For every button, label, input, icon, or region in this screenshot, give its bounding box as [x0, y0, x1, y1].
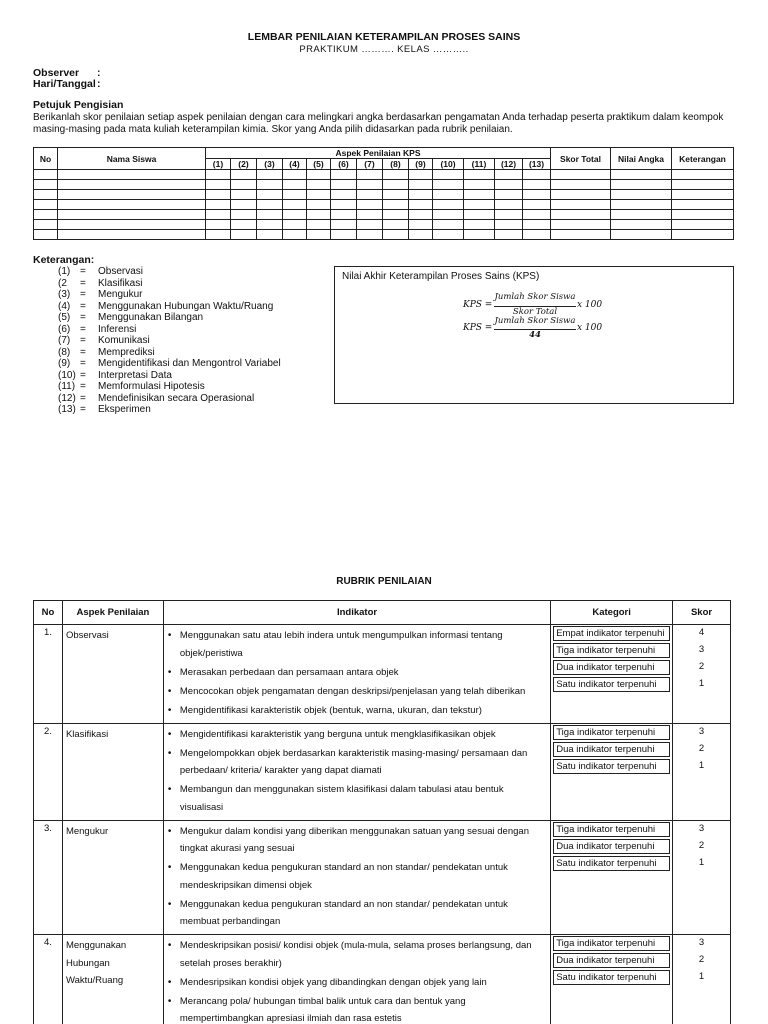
indikator-item: • Merasakan perbedaan dan persamaan antara objek: [167, 664, 547, 682]
aspek-col-header: (10): [433, 159, 464, 170]
table-cell[interactable]: [409, 230, 433, 240]
table-cell[interactable]: [383, 190, 409, 200]
rubrik-skor: [673, 820, 731, 935]
aspek-col-header: (7): [357, 159, 383, 170]
rubrik-col-aspek: Aspek Penilaian: [62, 601, 163, 625]
indikator-item: • Mengelompokkan objek berdasarkan karakteristik masing-masing/ persamaan dan perbedaan/ kriteria/ karakter yang dapat diamati: [167, 745, 547, 780]
table-cell[interactable]: [551, 210, 611, 220]
rubrik-aspek: Mengukur: [62, 820, 163, 935]
table-cell[interactable]: [231, 180, 257, 190]
table-cell[interactable]: [495, 200, 523, 210]
table-row: [34, 220, 734, 230]
keterangan-eq: =: [80, 300, 86, 312]
table-cell[interactable]: [523, 180, 551, 190]
keterangan-item: [58, 358, 281, 370]
keterangan-item: [58, 393, 281, 405]
table-cell[interactable]: [464, 210, 495, 220]
rubrik-no: 2.: [34, 723, 63, 820]
table-cell[interactable]: [357, 190, 383, 200]
rubrik-no: 3.: [34, 820, 63, 935]
keterangan-label: Eksperimen: [98, 404, 151, 415]
kategori-item: Tiga indikator terpenuhi: [553, 822, 670, 837]
table-cell[interactable]: [523, 200, 551, 210]
table-cell[interactable]: [331, 170, 357, 180]
formula-lhs-2: KPS =: [463, 323, 493, 333]
skor-value: 2: [698, 742, 705, 754]
keterangan-item: [58, 278, 281, 290]
table-cell[interactable]: [331, 230, 357, 240]
col-skor-total: Skor Total: [551, 148, 611, 170]
table-cell[interactable]: [433, 220, 464, 230]
table-cell[interactable]: [495, 210, 523, 220]
table-cell[interactable]: [672, 220, 734, 230]
aspek-col-header: (11): [464, 159, 495, 170]
indikator-item: • Mengukur dalam kondisi yang diberikan menggunakan satuan yang sesuai dengan tingkat akurasi yang sesuai: [167, 823, 547, 858]
table-cell[interactable]: [495, 170, 523, 180]
keterangan-eq: =: [80, 312, 86, 323]
col-nama-siswa: Nama Siswa: [58, 148, 206, 170]
skor-value: 1: [698, 678, 705, 689]
table-cell[interactable]: [58, 200, 206, 210]
date-field: [33, 78, 101, 90]
petunjuk-text: Berikanlah skor penilaian setiap aspek penilaian dengan cara melingkari angka berdasarkan pengamatan Anda terhadap peserta praktikum dalam keompok masing-masing pada mata kuliah keterampilan kimia. Skor yang Anda pilih didasarkan pada rubrik penilaian.: [33, 112, 724, 135]
table-cell[interactable]: [331, 180, 357, 190]
table-cell[interactable]: [283, 180, 307, 190]
kategori-item: Dua indikator terpenuhi: [553, 742, 670, 757]
keterangan-item: [58, 324, 281, 336]
table-cell[interactable]: [611, 190, 672, 200]
keterangan-item: [58, 266, 281, 278]
keterangan-eq: =: [80, 266, 86, 277]
skor-value: 4: [698, 627, 705, 638]
keterangan-item: [58, 289, 281, 301]
table-cell[interactable]: [409, 190, 433, 200]
table-cell[interactable]: [331, 190, 357, 200]
skor-value: 3: [698, 937, 705, 948]
table-cell[interactable]: [206, 220, 231, 230]
table-cell[interactable]: [34, 210, 58, 220]
table-cell[interactable]: [357, 220, 383, 230]
table-cell[interactable]: [672, 230, 734, 240]
table-cell[interactable]: [672, 200, 734, 210]
aspek-col-header: (4): [283, 159, 307, 170]
indikator-item: • Menggunakan kedua pengukuran standard an non standar/ pendekatan untuk mendeskripsikan dimensi objek: [167, 859, 547, 894]
keterangan-item: [58, 381, 281, 393]
table-cell[interactable]: [283, 210, 307, 220]
table-cell[interactable]: [357, 170, 383, 180]
table-cell[interactable]: [611, 230, 672, 240]
table-cell[interactable]: [464, 230, 495, 240]
table-cell[interactable]: [206, 180, 231, 190]
formula-title: Nilai Akhir Keterampilan Proses Sains (KPS): [342, 271, 540, 282]
formula-times-2: x 100: [577, 323, 603, 333]
table-cell[interactable]: [611, 180, 672, 190]
table-cell[interactable]: [58, 230, 206, 240]
table-cell[interactable]: [257, 230, 283, 240]
table-row: [34, 230, 734, 240]
skor-value: 3: [698, 644, 705, 655]
keterangan-label: Menggunakan Hubungan Waktu/Ruang: [98, 300, 274, 312]
table-cell[interactable]: [383, 180, 409, 190]
indikator-item: • Menggunakan satu atau lebih indera untuk mengumpulkan informasi tentang objek/peristiwa: [167, 627, 547, 662]
kategori-item: Dua indikator terpenuhi: [553, 660, 670, 675]
col-keterangan: Keterangan: [672, 148, 734, 170]
skor-value: 3: [698, 725, 705, 737]
table-row: [34, 200, 734, 210]
observer-separator: :: [97, 67, 101, 79]
table-cell[interactable]: [206, 210, 231, 220]
table-cell[interactable]: [34, 230, 58, 240]
table-cell[interactable]: [357, 200, 383, 210]
keterangan-heading: Keterangan:: [33, 254, 95, 266]
kategori-item: Empat indikator terpenuhi: [553, 626, 670, 641]
keterangan-num: (13): [58, 404, 76, 415]
table-cell[interactable]: [551, 190, 611, 200]
table-cell[interactable]: [611, 210, 672, 220]
table-cell[interactable]: [383, 210, 409, 220]
table-cell[interactable]: [58, 220, 206, 230]
table-cell[interactable]: [231, 170, 257, 180]
document-subtitle: PRAKTIKUM ………. KELAS ………..: [299, 44, 469, 55]
table-cell[interactable]: [523, 190, 551, 200]
table-cell[interactable]: [58, 210, 206, 220]
rubrik-skor: [673, 935, 731, 1024]
keterangan-label: Memprediksi: [98, 346, 155, 358]
date-label: Hari/Tanggal: [33, 78, 96, 90]
rubrik-col-indikator: Indikator: [163, 601, 550, 625]
table-cell[interactable]: [206, 230, 231, 240]
keterangan-num: (5): [58, 312, 71, 323]
table-cell[interactable]: [34, 180, 58, 190]
rubrik-aspek: Menggunakan Hubungan Waktu/Ruang: [62, 935, 163, 1024]
keterangan-label: Observasi: [98, 266, 144, 277]
table-row: [34, 180, 734, 190]
rubrik-row: [34, 723, 731, 820]
table-cell[interactable]: [551, 170, 611, 180]
table-cell[interactable]: [611, 170, 672, 180]
table-cell[interactable]: [257, 220, 283, 230]
keterangan-list: [58, 266, 281, 416]
table-cell[interactable]: [409, 210, 433, 220]
keterangan-eq: =: [80, 277, 86, 289]
table-cell[interactable]: [357, 230, 383, 240]
keterangan-num: (2: [58, 277, 67, 289]
skor-value: 1: [698, 759, 705, 771]
indikator-item: • Menggunakan kedua pengukuran standard an non standar/ pendekatan untuk membuat perbandingan: [167, 896, 547, 931]
aspek-col-header: (6): [331, 159, 357, 170]
table-cell[interactable]: [383, 170, 409, 180]
keterangan-label: Mengukur: [98, 289, 143, 300]
table-cell[interactable]: [34, 170, 58, 180]
table-cell[interactable]: [231, 220, 257, 230]
table-cell[interactable]: [231, 210, 257, 220]
keterangan-num: (12): [58, 392, 76, 404]
table-row: [34, 170, 734, 180]
formula-denominator-1: Skor Total: [512, 307, 558, 317]
indikator-item: • Mendeskripsikan posisi/ kondisi objek (mula-mula, selama proses berlangsung, dan setelah proses berakhir): [167, 937, 547, 972]
keterangan-num: (7): [58, 335, 71, 346]
col-aspek-kps: Aspek Penilaian KPS: [206, 148, 551, 159]
table-cell[interactable]: [433, 230, 464, 240]
table-cell[interactable]: [34, 220, 58, 230]
aspek-col-header: (3): [257, 159, 283, 170]
table-cell[interactable]: [257, 200, 283, 210]
rubrik-indikator: [163, 820, 550, 935]
rubrik-indikator: [163, 935, 550, 1024]
rubrik-title: RUBRIK PENILAIAN: [336, 576, 432, 587]
rubrik-kategori: [551, 723, 673, 820]
keterangan-item: [58, 335, 281, 347]
keterangan-eq: =: [80, 289, 86, 300]
date-separator: :: [97, 78, 101, 90]
skor-value: 3: [698, 822, 705, 834]
table-cell[interactable]: [383, 200, 409, 210]
table-cell[interactable]: [672, 180, 734, 190]
table-cell[interactable]: [523, 230, 551, 240]
kategori-item: Dua indikator terpenuhi: [553, 839, 670, 854]
kategori-item: Satu indikator terpenuhi: [553, 677, 670, 692]
table-cell[interactable]: [409, 220, 433, 230]
document-title: LEMBAR PENILAIAN KETERAMPILAN PROSES SAINS: [247, 31, 521, 43]
table-cell[interactable]: [58, 180, 206, 190]
col-no: No: [34, 148, 58, 170]
table-cell[interactable]: [433, 210, 464, 220]
skor-value: 2: [698, 839, 705, 851]
table-cell[interactable]: [331, 220, 357, 230]
table-cell[interactable]: [231, 200, 257, 210]
keterangan-item: [58, 347, 281, 359]
formula-numerator-1: Jumlah Skor Siswa: [494, 292, 576, 302]
keterangan-num: (6): [58, 323, 71, 335]
rubrik-kategori: [551, 820, 673, 935]
table-cell[interactable]: [551, 200, 611, 210]
table-cell[interactable]: [464, 190, 495, 200]
indikator-item: • Mendesripsikan kondisi objek yang dibandingkan dengan objek yang lain: [167, 974, 547, 992]
rubrik-table: [33, 600, 731, 1024]
table-cell[interactable]: [357, 180, 383, 190]
keterangan-item: [58, 312, 281, 324]
rubrik-kategori: [551, 935, 673, 1024]
rubrik-row: [34, 820, 731, 935]
aspek-col-header: (12): [495, 159, 523, 170]
table-cell[interactable]: [206, 200, 231, 210]
table-cell[interactable]: [307, 230, 331, 240]
table-row: [34, 210, 734, 220]
table-cell[interactable]: [331, 200, 357, 210]
keterangan-eq: =: [80, 369, 86, 381]
table-cell[interactable]: [523, 170, 551, 180]
skor-value: 2: [698, 661, 705, 672]
table-cell[interactable]: [495, 190, 523, 200]
table-cell[interactable]: [331, 210, 357, 220]
table-cell[interactable]: [206, 170, 231, 180]
table-cell[interactable]: [672, 210, 734, 220]
kategori-item: Satu indikator terpenuhi: [553, 759, 670, 774]
table-cell[interactable]: [611, 220, 672, 230]
keterangan-num: (11): [58, 381, 76, 392]
keterangan-label: Menggunakan Bilangan: [98, 312, 204, 323]
table-cell[interactable]: [257, 210, 283, 220]
rubrik-aspek: Klasifikasi: [62, 723, 163, 820]
keterangan-eq: =: [80, 381, 86, 392]
rubrik-no: 1.: [34, 625, 63, 724]
keterangan-eq: =: [80, 335, 86, 346]
aspek-col-header: (5): [307, 159, 331, 170]
rubrik-skor: [673, 723, 731, 820]
table-cell[interactable]: [307, 200, 331, 210]
keterangan-label: Mendefinisikan secara Operasional: [98, 392, 255, 404]
table-cell[interactable]: [58, 190, 206, 200]
table-cell[interactable]: [433, 200, 464, 210]
indikator-item: • Merancang pola/ hubungan timbal balik untuk cara dan bentuk yang mempertimbangkan apresiasi ilmiah dan rasa estetis: [167, 993, 547, 1024]
table-cell[interactable]: [383, 220, 409, 230]
table-cell[interactable]: [495, 180, 523, 190]
rubrik-indikator: [163, 723, 550, 820]
table-cell[interactable]: [433, 170, 464, 180]
keterangan-eq: =: [80, 404, 86, 415]
rubrik-col-no: No: [34, 601, 63, 625]
kategori-item: Tiga indikator terpenuhi: [553, 725, 670, 740]
table-cell[interactable]: [34, 200, 58, 210]
table-cell[interactable]: [58, 170, 206, 180]
table-cell[interactable]: [307, 220, 331, 230]
table-cell[interactable]: [231, 190, 257, 200]
table-cell[interactable]: [206, 190, 231, 200]
rubrik-kategori: [551, 625, 673, 724]
rubrik-col-kategori: Kategori: [551, 601, 673, 625]
keterangan-eq: =: [80, 358, 86, 369]
rubrik-no: 4.: [34, 935, 63, 1024]
skor-value: 1: [698, 971, 705, 982]
table-cell[interactable]: [257, 180, 283, 190]
table-cell[interactable]: [551, 180, 611, 190]
formula-numerator-2: Jumlah Skor Siswa: [494, 316, 576, 326]
aspek-col-header: (1): [206, 159, 231, 170]
table-cell[interactable]: [551, 230, 611, 240]
table-cell[interactable]: [551, 220, 611, 230]
table-cell[interactable]: [464, 220, 495, 230]
table-cell[interactable]: [283, 200, 307, 210]
table-cell[interactable]: [611, 200, 672, 210]
table-cell[interactable]: [307, 190, 331, 200]
indikator-item: • Mengidentifikasi karakteristik yang berguna untuk mengklasifikasikan objek: [167, 726, 547, 744]
indikator-item: • Mencocokan objek pengamatan dengan deskripsi/penjelasan yang telah diberikan: [167, 683, 547, 701]
kategori-item: Satu indikator terpenuhi: [553, 970, 670, 985]
skor-value: 2: [698, 954, 705, 965]
table-cell[interactable]: [257, 170, 283, 180]
table-cell[interactable]: [464, 170, 495, 180]
keterangan-label: Komunikasi: [98, 335, 150, 346]
score-table: [33, 147, 734, 240]
table-cell[interactable]: [433, 180, 464, 190]
kategori-item: Satu indikator terpenuhi: [553, 856, 670, 871]
table-cell[interactable]: [495, 230, 523, 240]
table-cell[interactable]: [357, 210, 383, 220]
aspek-col-header: (9): [409, 159, 433, 170]
formula-times-1: x 100: [577, 300, 603, 310]
keterangan-eq: =: [80, 346, 86, 358]
keterangan-label: Mengidentifikasi dan Mengontrol Variabel: [98, 358, 281, 369]
table-cell[interactable]: [307, 170, 331, 180]
table-cell[interactable]: [672, 170, 734, 180]
keterangan-item: [58, 370, 281, 382]
table-cell[interactable]: [283, 190, 307, 200]
table-cell[interactable]: [495, 220, 523, 230]
kategori-item: Dua indikator terpenuhi: [553, 953, 670, 968]
keterangan-item: [58, 404, 281, 416]
indikator-item: • Membangun dan menggunakan sistem klasifikasi dalam tabulasi atau bentuk visualisasi: [167, 781, 547, 816]
rubrik-row: [34, 935, 731, 1024]
table-cell[interactable]: [231, 230, 257, 240]
rubrik-aspek: Observasi: [62, 625, 163, 724]
table-cell[interactable]: [257, 190, 283, 200]
table-row: [34, 190, 734, 200]
keterangan-label: Klasifikasi: [98, 277, 143, 289]
keterangan-label: Inferensi: [98, 323, 137, 335]
keterangan-num: (9): [58, 358, 71, 369]
table-cell[interactable]: [409, 170, 433, 180]
table-cell[interactable]: [433, 190, 464, 200]
table-cell[interactable]: [283, 230, 307, 240]
table-cell[interactable]: [464, 180, 495, 190]
aspek-col-header: (13): [523, 159, 551, 170]
table-cell[interactable]: [283, 170, 307, 180]
table-cell[interactable]: [409, 180, 433, 190]
keterangan-num: (8): [58, 346, 71, 358]
rubrik-indikator: [163, 625, 550, 724]
rubrik-skor: [673, 625, 731, 724]
table-cell[interactable]: [283, 220, 307, 230]
table-cell[interactable]: [464, 200, 495, 210]
kategori-item: Tiga indikator terpenuhi: [553, 936, 670, 951]
table-cell[interactable]: [307, 180, 331, 190]
aspek-col-header: (2): [231, 159, 257, 170]
table-cell[interactable]: [34, 190, 58, 200]
keterangan-eq: =: [80, 392, 86, 404]
formula-lhs-1: KPS =: [463, 300, 493, 310]
aspek-col-header: (8): [383, 159, 409, 170]
observer-label: Observer: [33, 67, 80, 79]
skor-value: 1: [698, 856, 705, 868]
keterangan-item: [58, 301, 281, 313]
keterangan-num: (3): [58, 289, 71, 300]
table-cell[interactable]: [307, 210, 331, 220]
rubrik-col-skor: Skor: [673, 601, 731, 625]
keterangan-eq: =: [80, 323, 86, 335]
table-cell[interactable]: [672, 190, 734, 200]
formula-box: [334, 266, 734, 404]
indikator-item: • Mengidentifikasi karakteristik objek (bentuk, warna, ukuran, dan tekstur): [167, 702, 547, 720]
keterangan-label: Memformulasi Hipotesis: [98, 381, 205, 392]
rubrik-row: [34, 625, 731, 724]
col-nilai-angka: Nilai Angka: [611, 148, 672, 170]
keterangan-label: Interpretasi Data: [98, 369, 172, 381]
table-cell[interactable]: [523, 210, 551, 220]
table-cell[interactable]: [409, 200, 433, 210]
formula-denominator-2: 44: [529, 330, 541, 340]
keterangan-num: (1): [58, 266, 71, 277]
petunjuk-heading: Petujuk Pengisian: [33, 99, 124, 111]
keterangan-num: (10): [58, 369, 76, 381]
table-cell[interactable]: [523, 220, 551, 230]
kategori-item: Tiga indikator terpenuhi: [553, 643, 670, 658]
table-cell[interactable]: [383, 230, 409, 240]
keterangan-num: (4): [58, 300, 71, 312]
